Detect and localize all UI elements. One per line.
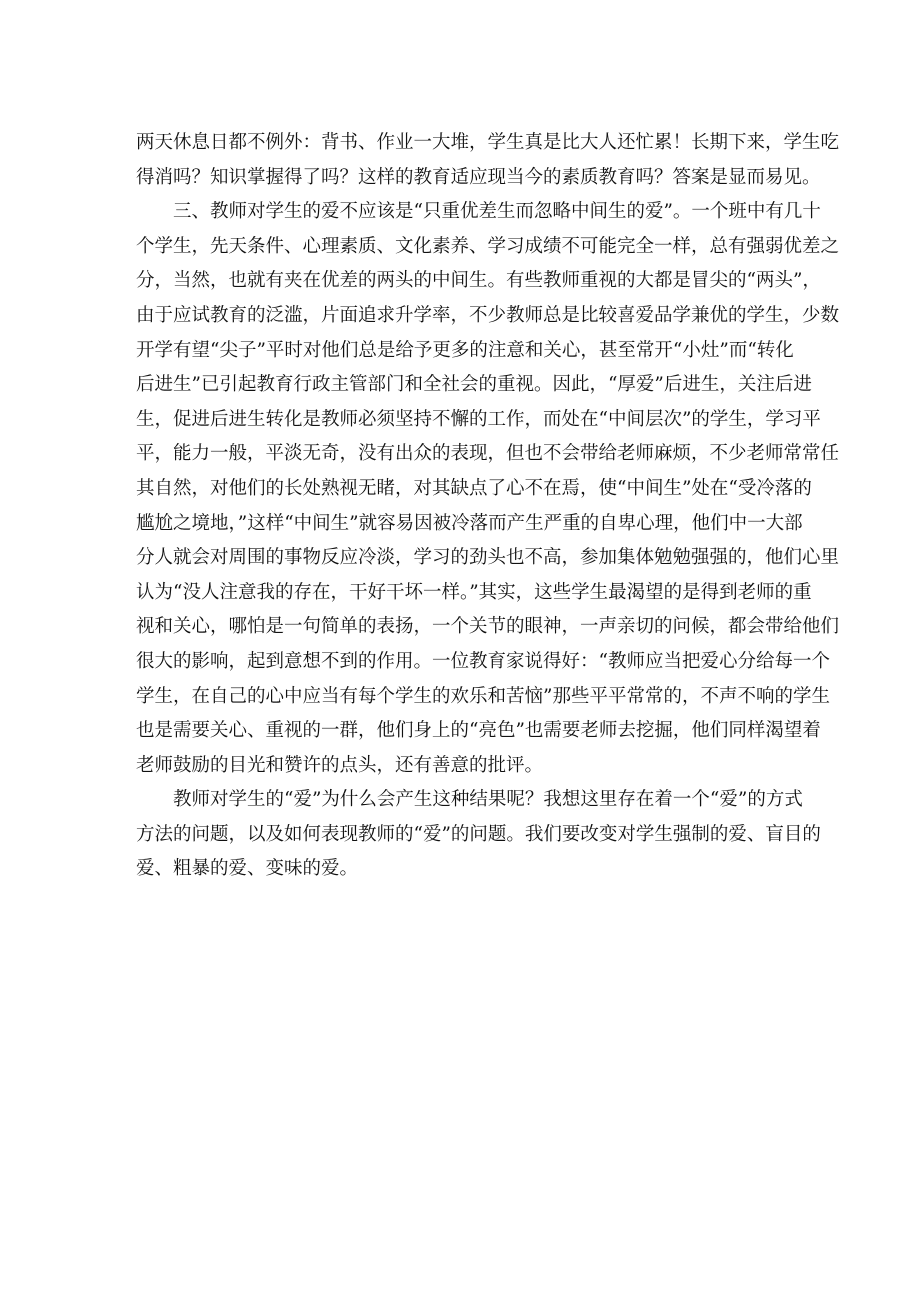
text-line: 爱、粗暴的爱、变味的爱。 xyxy=(136,858,359,880)
text-line: 教师对学生的“爱”为什么会产生这种结果呢？我想这里存在着一个“爱”的方式 xyxy=(173,789,803,811)
text-line: 尴尬之境地，”这样“中间生”就容易因被冷落而产生严重的自卑心理，他们中一大部 xyxy=(136,512,803,534)
paragraph-1 xyxy=(136,126,840,195)
text-line: 生，促进后进生转化是教师必须坚持不懈的工作，而处在“中间层次”的学生，学习平 xyxy=(136,408,821,430)
text-line: 也是需要关心、重视的一群，他们身上的“亮色”也需要老师去挖掘，他们同样渴望着 xyxy=(136,720,821,742)
text-line: 由于应试教育的泛滥，片面追求升学率，不少教师总是比较喜爱品学兼优的学生，少数 xyxy=(136,304,840,326)
text-line: 开学有望“尖子”平时对他们总是给予更多的注意和关心，甚至常开“小灶”而“转化 xyxy=(136,339,794,361)
document-body xyxy=(136,126,840,887)
text-line: 后进生”已引起教育行政主管部门和全社会的重视。因此，“厚爱”后进生，关注后进 xyxy=(136,374,812,396)
paragraph-3 xyxy=(136,783,821,887)
paragraph-2 xyxy=(136,195,840,783)
text-line: 个学生，先天条件、心理素质、文化素养、学习成绩不可能完全一样，总有强弱优差之 xyxy=(136,235,840,257)
text-line: 学生，在自己的心中应当有每个学生的欢乐和苦恼”那些平平常常的，不声不响的学生 xyxy=(136,685,830,707)
text-line: 老师鼓励的目光和赞许的点头，还有善意的批评。 xyxy=(136,754,544,776)
text-line: 分，当然，也就有夹在优差的两头的中间生。有些教师重视的大都是冒尖的“两头”， xyxy=(136,270,821,292)
text-line: 方法的问题，以及如何表现教师的“爱”的问题。我们要改变对学生强制的爱、盲目的 xyxy=(136,823,821,845)
text-line: 两天休息日都不例外：背书、作业一大堆，学生真是比大人还忙累！长期下来，学生吃 xyxy=(136,132,840,153)
text-line: 三、教师对学生的爱不应该是“只重优差生而忽略中间生的爱”。一个班中有几十 xyxy=(173,201,821,223)
text-line: 其自然，对他们的长处熟视无睹，对其缺点了心不在焉，使“中间生”处在“受冷落的 xyxy=(136,477,812,499)
text-line: 认为“没人注意我的存在，干好干坏一样。”其实，这些学生最渴望的是得到老师的重 xyxy=(136,581,812,603)
text-line: 视和关心，哪怕是一句简单的表扬，一个关节的眼神，一声亲切的问候，都会带给他们 xyxy=(136,616,840,638)
text-line: 分人就会对周围的事物反应冷淡，学习的劲头也不高，参加集体勉勉强强的，他们心里 xyxy=(136,547,840,569)
text-line: 平，能力一般，平淡无奇，没有出众的表现，但也不会带给老师麻烦，不少老师常常任 xyxy=(136,443,840,465)
text-line: 得消吗？知识掌握得了吗？这样的教育适应现当今的素质教育吗？答案是显而易见。 xyxy=(136,166,821,188)
text-line: 很大的影响，起到意想不到的作用。一位教育家说得好：“教师应当把爱心分给每一个 xyxy=(136,650,830,672)
